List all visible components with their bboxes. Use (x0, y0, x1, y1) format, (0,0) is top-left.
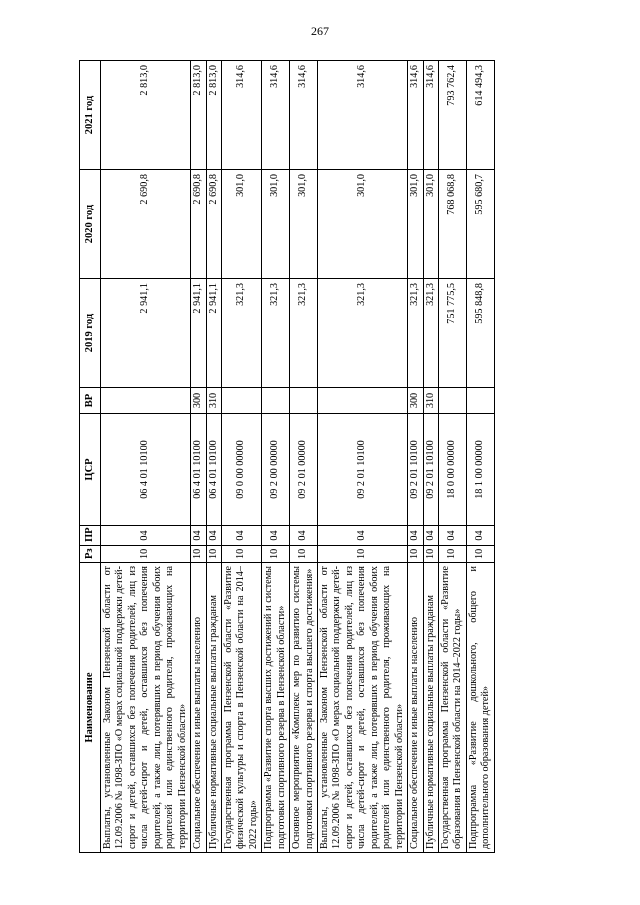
cell-2021: 2 813,0 (206, 61, 221, 170)
cell-pr: 04 (318, 526, 408, 546)
header-name: Наименование (80, 563, 101, 853)
cell-rz: 10 (423, 546, 438, 563)
header-2019: 2019 год (80, 279, 101, 388)
cell-vr: 310 (423, 388, 438, 414)
cell-pr: 04 (191, 526, 206, 546)
cell-2021: 314,6 (318, 61, 408, 170)
cell-name: Подпрограмма «Развитие спорта высших достижений и системы подготовки спортивного резерва в Пензенской области» (262, 563, 290, 853)
cell-csr: 09 2 01 10100 (408, 414, 423, 526)
cell-2021: 2 813,0 (191, 61, 206, 170)
cell-name: Публичные нормативные социальные выплаты гражданам (206, 563, 221, 853)
cell-2021: 793 762,4 (438, 61, 466, 170)
cell-2020: 2 690,8 (101, 170, 191, 279)
cell-csr: 09 2 00 00000 (262, 414, 290, 526)
cell-pr: 04 (206, 526, 221, 546)
table-row (206, 61, 221, 853)
cell-2019: 321,3 (423, 279, 438, 388)
cell-2021: 314,6 (423, 61, 438, 170)
cell-csr: 18 0 00 00000 (438, 414, 466, 526)
cell-2019: 321,3 (318, 279, 408, 388)
cell-vr (290, 388, 318, 414)
header-2020: 2020 год (80, 170, 101, 279)
header-csr: ЦСР (80, 414, 101, 526)
cell-rz: 10 (101, 546, 191, 563)
cell-2021: 2 813,0 (101, 61, 191, 170)
cell-2020: 2 690,8 (206, 170, 221, 279)
cell-rz: 10 (221, 546, 261, 563)
cell-name: Публичные нормативные социальные выплаты гражданам (423, 563, 438, 853)
cell-name: Государственная программа Пензенской области «Развитие образования в Пензенской области на 2014–2022 годы» (438, 563, 466, 853)
cell-pr: 04 (466, 526, 494, 546)
cell-pr: 04 (221, 526, 261, 546)
table-row (290, 61, 318, 853)
cell-pr: 04 (101, 526, 191, 546)
cell-2021: 314,6 (290, 61, 318, 170)
table-header-row (80, 61, 101, 853)
cell-2021: 314,6 (262, 61, 290, 170)
cell-rz: 10 (290, 546, 318, 563)
cell-2020: 595 680,7 (466, 170, 494, 279)
cell-name: Выплаты, установленные Законом Пензенской области от 12.09.2006 № 1098-ЗПО «О мерах социальной поддержки детей-сирот и детей, оставшихся без попечения родителей, лиц из числа детей-сирот и детей, оставшихся без попечения родителей, а также лиц, потерявших в период обучения обоих родителей или единственного родителя, проживающих на территории Пензенской области» (101, 563, 191, 853)
cell-vr (262, 388, 290, 414)
cell-vr (438, 388, 466, 414)
cell-2020: 301,0 (221, 170, 261, 279)
cell-rz: 10 (191, 546, 206, 563)
cell-name: Социальное обеспечение и иные выплаты населению (408, 563, 423, 853)
page-number: 267 (311, 24, 329, 38)
table-row (262, 61, 290, 853)
cell-pr: 04 (408, 526, 423, 546)
table-row (221, 61, 261, 853)
cell-vr: 300 (408, 388, 423, 414)
cell-pr: 04 (423, 526, 438, 546)
cell-rz: 10 (262, 546, 290, 563)
cell-2019: 751 775,5 (438, 279, 466, 388)
cell-2019: 321,3 (290, 279, 318, 388)
header-2021: 2021 год (80, 61, 101, 170)
cell-2020: 768 068,8 (438, 170, 466, 279)
cell-name: Подпрограмма «Развитие дошкольного, общего и дополнительного образования детей» (466, 563, 494, 853)
cell-csr: 06 4 01 10100 (191, 414, 206, 526)
cell-2020: 301,0 (262, 170, 290, 279)
cell-csr: 06 4 01 10100 (101, 414, 191, 526)
table-row (438, 61, 466, 853)
cell-name: Выплаты, установленные Законом Пензенской области от 12.09.2006 № 1098-ЗПО «О мерах социальной поддержки детей-сирот и детей, оставшихся без попечения родителей, лиц из числа детей-сирот и детей, оставшихся без попечения родителей, а также лиц, потерявших в период обучения обоих родителей или единственного родителя, проживающих на территории Пензенской области» (318, 563, 408, 853)
cell-2019: 321,3 (262, 279, 290, 388)
cell-vr: 310 (206, 388, 221, 414)
cell-rz: 10 (466, 546, 494, 563)
cell-2020: 2 690,8 (191, 170, 206, 279)
table-row (101, 61, 191, 853)
cell-pr: 04 (438, 526, 466, 546)
cell-name: Основное мероприятие «Комплекс мер по развитию системы подготовки спортивного резерва и спорта высшего достижения» (290, 563, 318, 853)
cell-2020: 301,0 (423, 170, 438, 279)
cell-csr: 09 2 01 00000 (290, 414, 318, 526)
cell-csr: 09 0 00 00000 (221, 414, 261, 526)
cell-rz: 10 (206, 546, 221, 563)
cell-2021: 314,6 (408, 61, 423, 170)
cell-vr (221, 388, 261, 414)
cell-2020: 301,0 (290, 170, 318, 279)
cell-pr: 04 (262, 526, 290, 546)
header-rz: Рз (80, 546, 101, 563)
table-row (466, 61, 494, 853)
cell-csr: 06 4 01 10100 (206, 414, 221, 526)
cell-2019: 2 941,1 (206, 279, 221, 388)
cell-csr: 09 2 01 10100 (423, 414, 438, 526)
cell-rz: 10 (438, 546, 466, 563)
cell-2019: 2 941,1 (101, 279, 191, 388)
budget-table (79, 60, 495, 853)
table-row (423, 61, 438, 853)
cell-vr (101, 388, 191, 414)
cell-2021: 314,6 (221, 61, 261, 170)
cell-2019: 321,3 (408, 279, 423, 388)
cell-2019: 595 848,8 (466, 279, 494, 388)
table-row (318, 61, 408, 853)
cell-2021: 614 494,3 (466, 61, 494, 170)
cell-vr: 300 (191, 388, 206, 414)
cell-csr: 09 2 01 10100 (318, 414, 408, 526)
cell-rz: 10 (408, 546, 423, 563)
table-row (191, 61, 206, 853)
cell-pr: 04 (290, 526, 318, 546)
header-pr: ПР (80, 526, 101, 546)
cell-name: Социальное обеспечение и иные выплаты населению (191, 563, 206, 853)
cell-2020: 301,0 (408, 170, 423, 279)
cell-2019: 2 941,1 (191, 279, 206, 388)
cell-2019: 321,3 (221, 279, 261, 388)
cell-vr (318, 388, 408, 414)
table-container (79, 61, 571, 853)
table-row (408, 61, 423, 853)
cell-2020: 301,0 (318, 170, 408, 279)
cell-name: Государственная программа Пензенской области «Развитие физической культуры и спорта в Пензенской области на 2014–2022 годы» (221, 563, 261, 853)
cell-rz: 10 (318, 546, 408, 563)
header-vr: ВР (80, 388, 101, 414)
cell-csr: 18 1 00 00000 (466, 414, 494, 526)
cell-vr (466, 388, 494, 414)
